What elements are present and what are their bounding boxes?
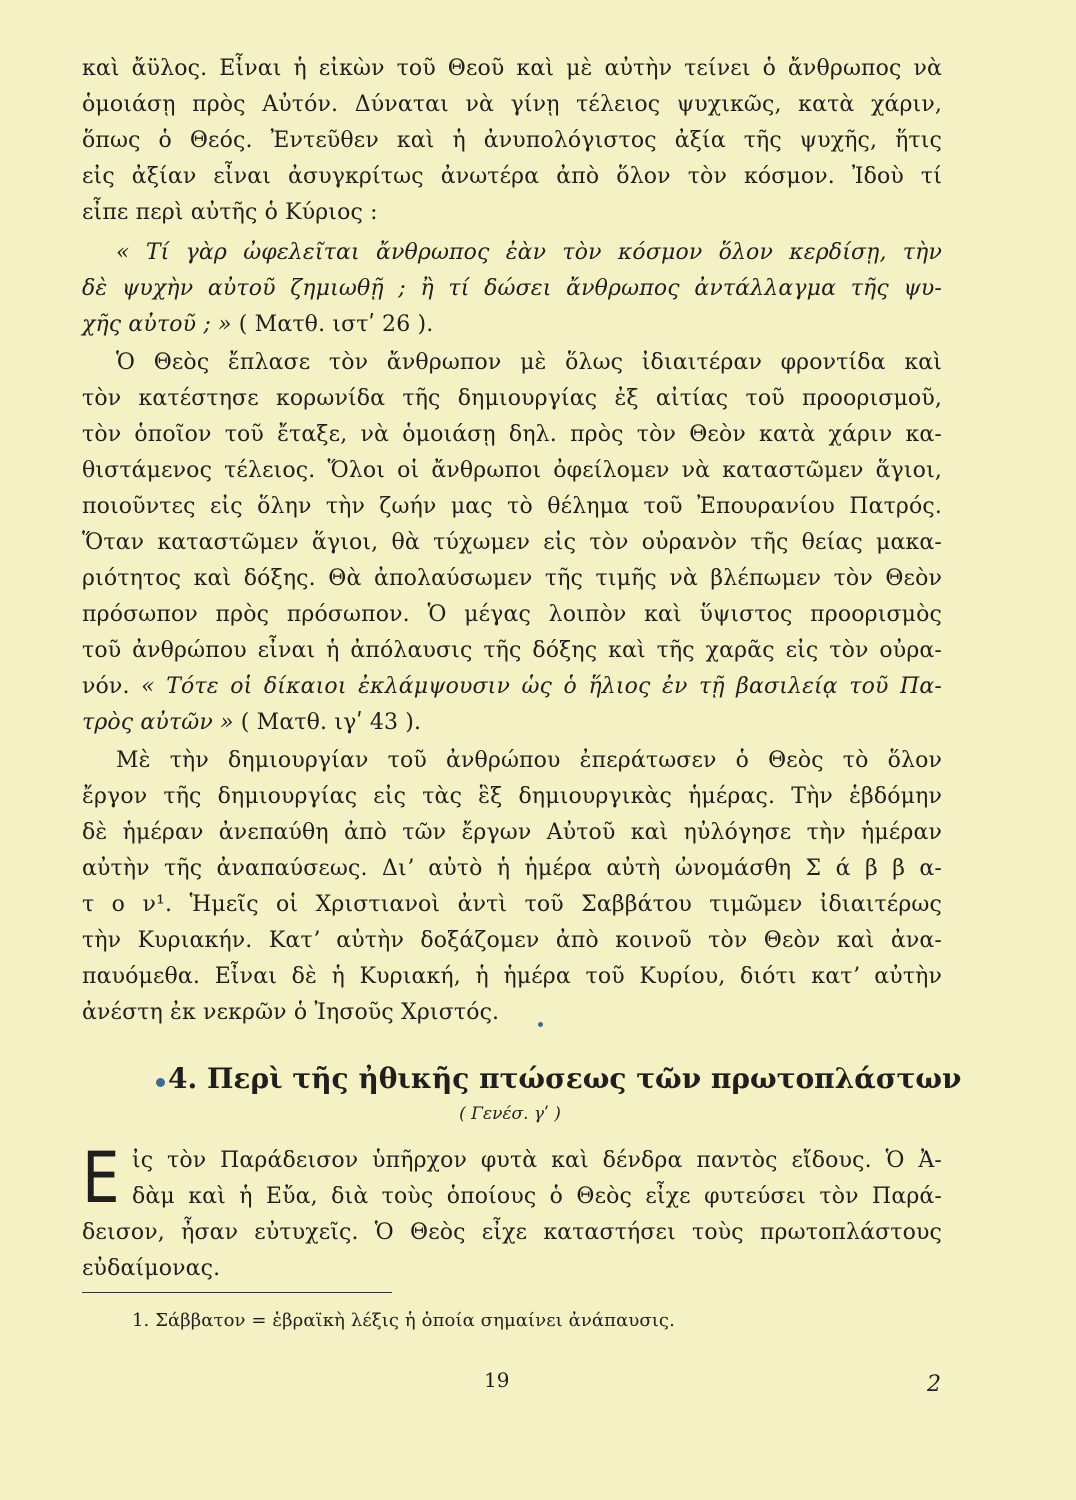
section-subheading: ( Γενέσ. γʹ ) [459,1104,561,1124]
signature-mark: 2 [927,1372,941,1397]
text-line: πρόσωπον πρὸς πρόσωπον. Ὁ μέγας λοιπὸν καὶ ὕψιστος προορισμὸς [82,602,942,627]
text-line: τὸν κατέστησε κορωνίδα τῆς δημιουργίας ἐξ αἰτίας τοῦ προορισμοῦ, [82,386,942,411]
drop-cap: E [82,1137,120,1219]
text-line: αὐτὴν τῆς ἀναπαύσεως. Διʼ αὐτὸ ἡ ἡμέρα αὐτὴ ὠνομάσθη Σ ά β β α- [82,856,942,881]
text-line: δεισον, ἦσαν εὐτυχεῖς. Ὁ Θεὸς εἶχε καταστήσει τοὺς πρωτοπλάστους [82,1220,942,1245]
text-line: Μὲ τὴν δημιουργίαν τοῦ ἀνθρώπου ἐπεράτωσεν ὁ Θεὸς τὸ ὅλον [116,748,942,773]
quote-line: δὲ ψυχὴν αὐτοῦ ζημιωθῇ ; ἢ τί δώσει ἄνθρωπος ἀντάλλαγμα τῆς ψυ- [82,276,942,301]
text-line: ἔργον τῆς δημιουργίας εἰς τὰς ἓξ δημιουργικὰς ἡμέρας. Τὴν ἑβδόμην [82,784,942,809]
text-line: ἰς τὸν Παράδεισον ὑπῆρχον φυτὰ καὶ δένδρα παντὸς εἴδους. Ὁ Ἀ- [132,1148,942,1173]
text-line: Ὅταν καταστῶμεν ἅγιοι, θὰ τύχωμεν εἰς τὸν οὐρανὸν τῆς θείας μακα- [82,530,942,555]
scripture-reference: ( Ματθ. ιστʹ 26 ). [231,312,434,337]
page-number: 19 [484,1368,510,1392]
text-line: τὸν ὁποῖον τοῦ ἔταξε, νὰ ὁμοιάσῃ δηλ. πρὸς τὸν Θεὸν κατὰ χάριν κα- [82,422,942,447]
text-fragment: νόν. [82,674,142,699]
text-line: τ ο ν¹. Ἡμεῖς οἱ Χριστιανοὶ ἀντὶ τοῦ Σαββάτου τιμῶμεν ἰδιαιτέρως [82,892,942,917]
section-heading: 4. Περὶ τῆς ἠθικῆς πτώσεως τῶν πρωτοπλάστων [168,1062,962,1095]
text-line: Ὁ Θεὸς ἔπλασε τὸν ἄνθρωπον μὲ ὅλως ἰδιαιτέραν φροντίδα καὶ [116,350,942,375]
quote-line [82,706,421,740]
text-line: δὰμ καὶ ἡ Εὔα, διὰ τοὺς ὁποίους ὁ Θεὸς εἶχε φυτεύσει τὸν Παρά- [132,1184,942,1209]
text-line: ριότητος καὶ δόξης. Θὰ ἀπολαύσωμεν τῆς τιμῆς νὰ βλέπωμεν τὸν Θεὸν [82,566,942,591]
text-line: ὅπως ὁ Θεός. Ἐντεῦθεν καὶ ἡ ἀνυπολόγιστος ἀξία τῆς ψυχῆς, ἥτις [82,128,942,153]
text-line: ποιοῦντες εἰς ὅλην τὴν ζωήν μας τὸ θέλημα τοῦ Ἐπουρανίου Πατρός. [82,494,942,519]
text-line: παυόμεθα. Εἶναι δὲ ἡ Κυριακή, ἡ ἡμέρα τοῦ Κυρίου, διότι κατʼ αὐτὴν [82,964,942,989]
quote-line [82,308,433,342]
footnote: 1. Σάββατον = ἑβραϊκὴ λέξις ἡ ὁποία σημαίνει ἀνάπαυσις. [132,1310,675,1331]
text-line: εὐδαίμονας. [82,1256,221,1281]
text-line: τὴν Κυριακήν. Κατʼ αὐτὴν δοξάζομεν ἀπὸ κοινοῦ τὸν Θεὸν καὶ ἀνα- [82,928,942,953]
quote-line: « Τί γὰρ ὠφελεῖται ἄνθρωπος ἐὰν τὸν κόσμον ὅλον κερδίσῃ, τὴν [116,240,942,265]
text-line: εἰς ἀξίαν εἶναι ἀσυγκρίτως ἀνωτέρα ἀπὸ ὅλον τὸν κόσμον. Ἰδοὺ τί [82,164,942,189]
text-line: εἶπε περὶ αὐτῆς ὁ Κύριος : [82,200,378,225]
text-line: ἀνέστη ἐκ νεκρῶν ὁ Ἰησοῦς Χριστός. [82,1000,500,1025]
ink-speck [538,1022,543,1027]
quote-text: « Τότε οἱ δίκαιοι ἐκλάμψουσιν ὡς ὁ ἥλιος ἐν τῇ βασιλείᾳ τοῦ Πα- [141,674,942,699]
scripture-reference: ( Ματθ. ιγʹ 43 ). [233,710,422,735]
ink-speck [156,1078,165,1087]
text-line: ὁμοιάσῃ πρὸς Αὐτόν. Δύναται νὰ γίνῃ τέλειος ψυχικῶς, κατὰ χάριν, [82,92,942,117]
text-line: καὶ ἄϋλος. Εἶναι ἡ εἰκὼν τοῦ Θεοῦ καὶ μὲ αὐτὴν τείνει ὁ ἄνθρωπος νὰ [82,56,942,81]
text-line: θιστάμενος τέλειος. Ὅλοι οἱ ἄνθρωποι ὀφείλομεν νὰ καταστῶμεν ἅγιοι, [82,458,942,483]
quote-text: χῆς αὐτοῦ ; » [82,312,232,337]
text-line: δὲ ἡμέραν ἀνεπαύθη ἀπὸ τῶν ἔργων Αὐτοῦ καὶ ηὐλόγησε τὴν ἡμέραν [82,820,942,845]
footnote-rule [82,1292,392,1293]
quote-text: τρὸς αὐτῶν » [82,710,234,735]
quote-line [82,670,942,704]
text-line: τοῦ ἀνθρώπου εἶναι ἡ ἀπόλαυσις τῆς δόξης καὶ τῆς χαρᾶς εἰς τὸν οὐρα- [82,638,942,663]
